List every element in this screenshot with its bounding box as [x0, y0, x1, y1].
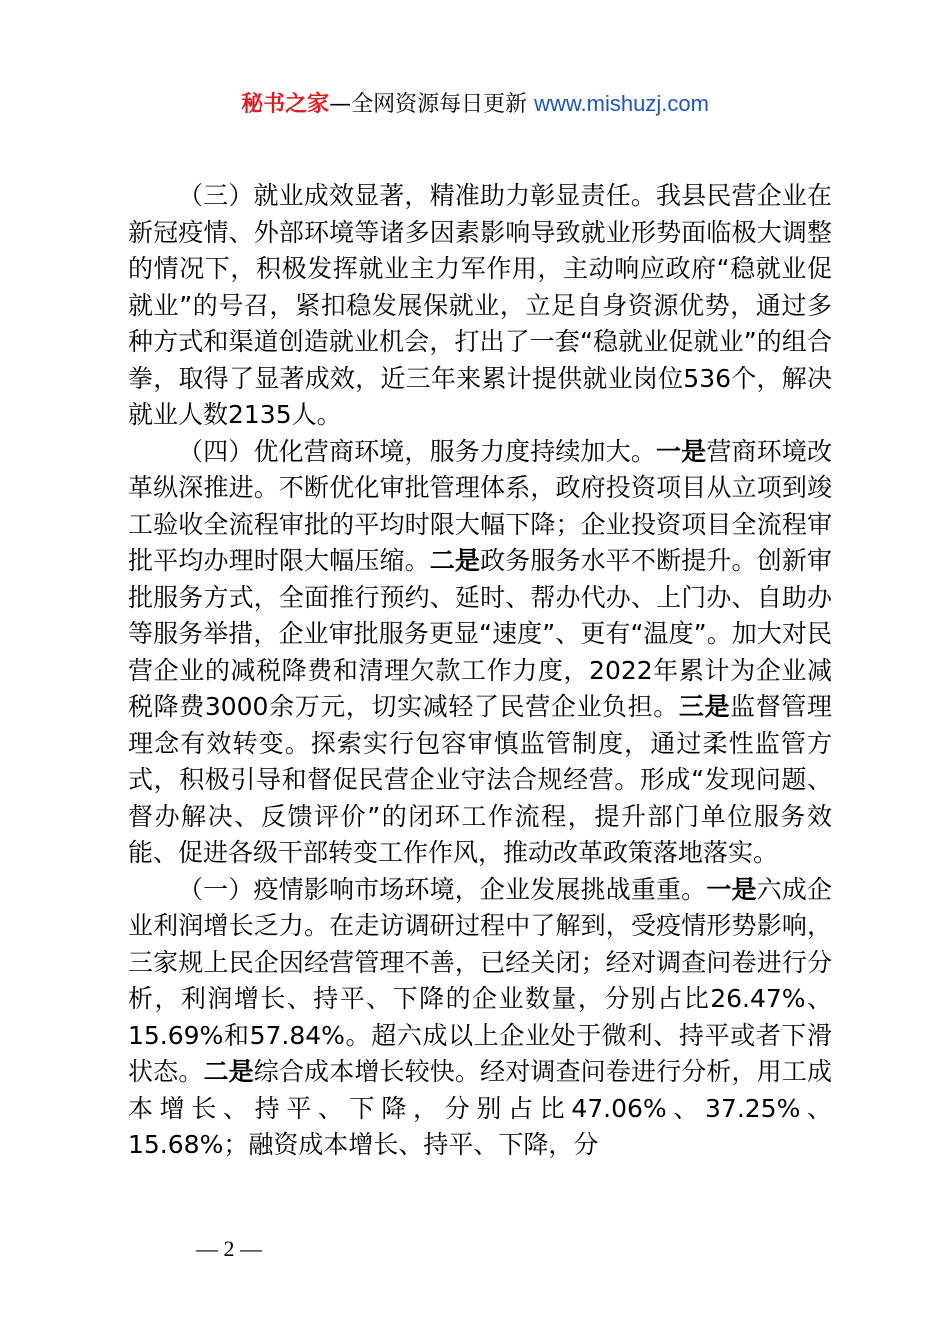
bold-marker-first: 一是	[706, 874, 757, 904]
bold-marker-second: 二是	[429, 546, 481, 575]
bold-marker-first: 一是	[656, 436, 707, 466]
bold-marker-third: 三是	[678, 692, 731, 721]
paragraph-text: 营商环境改革纵深推进。不断优化审批管理体系，政府投资项目从立项到竣工验收全流程审批的平均时限大幅下降；企业投资项目全流程审批平均办理时限大幅压缩。	[128, 436, 832, 575]
bold-marker-second: 二是	[203, 1057, 254, 1086]
paragraph-employment: （三）就业成效显著，精准助力彰显责任。我县民营企业在新冠疫情、外部环境等诸多因素影响导致就业形势面临极大调整的情况下，积极发挥就业主力军作用，主动响应政府“稳就业促就业”的号召，紧扣稳发展保就业，立足自身资源优势，通过多种方式和渠道创造就业机会，打出了一套“稳就业促就业”的组合拳，取得了显著成效，近三年来累计提供就业岗位536个，解决就业人数2135人。	[128, 181, 832, 429]
document-body	[128, 178, 832, 1164]
paragraph-text: 六成企业利润增长乏力。在走访调研过程中了解到，受疫情形势影响，三家规上民企因经营管理不善，已经关闭；经对调查问卷进行分析，利润增长、持平、下降的企业数量，分别占比26.47%、15.69%和57.84%。超六成以上企业处于微利、持平或者下滑状态。	[128, 874, 832, 1086]
paragraph-text: 监督管理理念有效转变。探索实行包容审慎监管制度，通过柔性监管方式，积极引导和督促民营企业守法合规经营。形成“发现问题、督办解决、反馈评价”的闭环工作流程，提升部门单位服务效能、促进各级干部转变工作作风，推动改革政策落地落实。	[128, 692, 832, 867]
paragraph-text: 综合成本增长较快。经对调查问卷进行分析，用工成本增长、持平、下降，分别占比47.06%、37.25%、15.68%；融资成本增长、持平、下降，分	[128, 1057, 832, 1159]
paragraph-lead: （一）疫情影响市场环境，企业发展挑战重重。	[178, 874, 707, 904]
banner-slogan: —全网资源每日更新	[329, 92, 535, 117]
paragraph-lead: （四）优化营商环境，服务力度持续加大。	[178, 436, 657, 466]
brand-name: 秘书之家	[241, 92, 330, 117]
page-number: — 2 —	[196, 1236, 262, 1261]
site-banner	[0, 88, 950, 121]
paragraph-text: 政务服务水平不断提升。创新审批服务方式，全面推行预约、延时、帮办代办、上门办、自助办等服务举措，企业审批服务更显“速度”、更有“温度”。加大对民营企业的减税降费和清理欠款工作力度，2022年累计为企业减税降费3000余万元，切实减轻了民营企业负担。	[128, 546, 832, 721]
paragraph-market-challenges	[128, 872, 832, 1164]
site-url-link[interactable]: www.mishuzj.com	[534, 91, 709, 116]
paragraph-business-environment	[128, 434, 832, 872]
